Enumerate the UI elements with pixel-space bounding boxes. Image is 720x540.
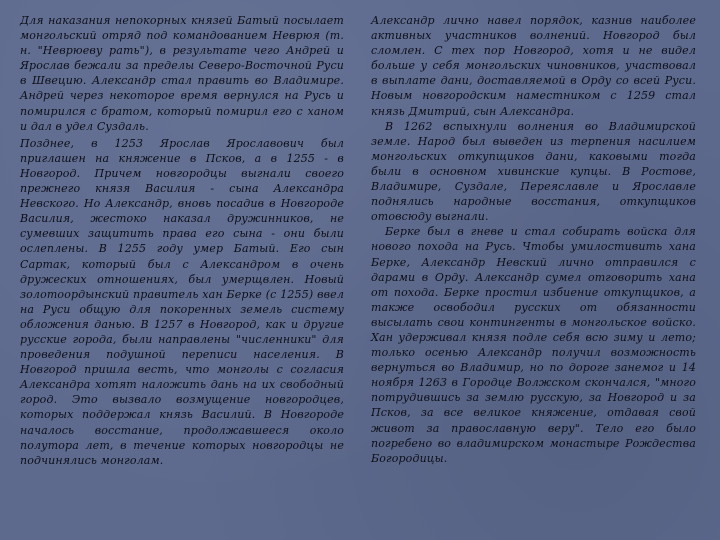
paragraph: В 1262 вспыхнули волнения во Владимирской земле. Народ был выведен из терпения насилием монгольских откупщиков дани, каковыми тогда были в основном хивинские купцы. В Ростове, Владимире, Суздале, Переяславле и Ярославле поднялись народные восстания, откупщиков отовсюду выгнали. xyxy=(371,119,696,224)
paragraph: Берке был в гневе и стал собирать войска для нового похода на Русь. Чтобы умилостивить хана Берке, Александр Невский лично отправился с дарами в Орду. Александр сумел отговорить хана от похода. Берке простил избиение откупщиков, а также освободил русских от обязанности высылать свои контингенты в монгольское войско. Хан удерживал князя подле себя всю зиму и лето; только осенью Александр получил возможность вернуться во Владимир, но по дороге занемог и 14 ноября 1263 в Городце Волжском скончался, "много потрудившись за землю русскую, за Новгород и за Псков, за все великое княжение, отдавая свой живот за православную веру". Тело его было погребено во владимирском монастыре Рождества Богородицы. xyxy=(371,225,696,465)
paragraph: Для наказания непокорных князей Батый посылает монгольский отряд под командованием Неврюя (т. н. "Неврюеву рать"), в результате чего Андрей и Ярослав бежали за пределы Северо-Восточной Руси в Швецию. Александр стал править во Владимире. Андрей через некоторое время вернулся на Русь и помирился с братом, который помирил его с ханом и дал в удел Суздаль. xyxy=(20,14,344,133)
left-text-column xyxy=(20,13,344,468)
paragraph: Александр лично навел порядок, казнив наиболее активных участников волнений. Новгород был сломлен. С тех пор Новгород, хотя и не видел больше у себя монгольских чиновников, участвовал в выплате дани, доставляемой в Орду со всей Руси. Новым новгородским наместником с 1259 стал князь Дмитрий, сын Александра. xyxy=(371,14,696,118)
right-text-column xyxy=(371,13,696,466)
paragraph: Позднее, в 1253 Ярослав Ярославович был приглашен на княжение в Псков, а в 1255 - в Новгород. Причем новгородцы выгнали своего прежнего князя Василия - сына Александра Невского. Но Александр, вновь посадив в Новгороде Василия, жестоко наказал дружинников, не сумевших защитить права его сына - они были ослеплены. В 1255 году умер Батый. Его сын Сартак, который был с Александром в очень дружеских отношениях, был умерщвлен. Новый золотоордынский правитель хан Берке (с 1255) ввел на Руси общую для покоренных земель систему обложения данью. В 1257 в Новгород, как и другие русские города, были направлены "численники" для проведения подушной переписи населения. В Новгород пришла весть, что монголы с согласия Александра хотят наложить дань на их свободный город. Это вызвало возмущение новгородцев, которых поддержал князь Василий. В Новгороде началось восстание, продолжавшееся около полутора лет, в течение которых новгородцы не подчинялись монголам. xyxy=(20,136,344,467)
